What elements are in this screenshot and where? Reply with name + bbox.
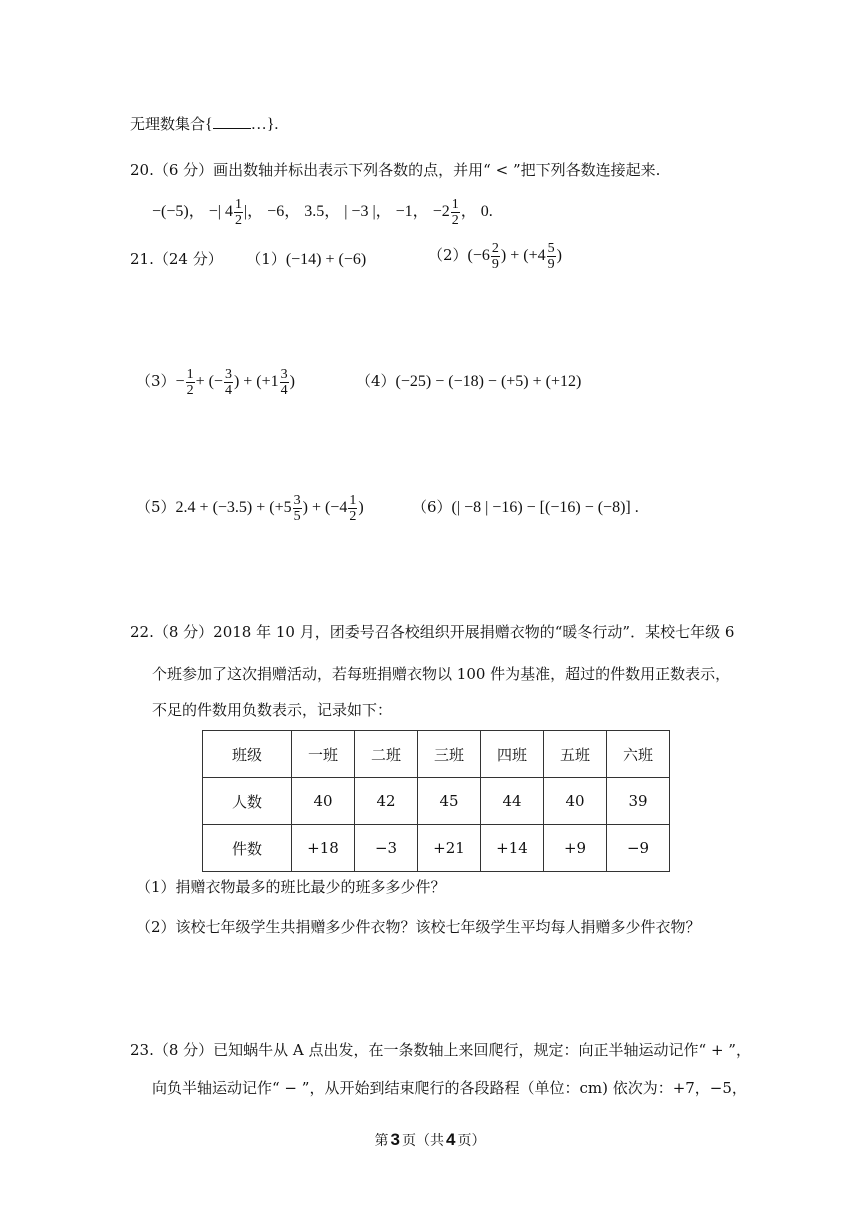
footer-text: 页（共 bbox=[402, 1133, 444, 1149]
q19-period: . bbox=[274, 116, 279, 133]
table-header-row bbox=[203, 731, 670, 778]
q21-part5 bbox=[136, 490, 364, 525]
table-cell: +18 bbox=[292, 825, 355, 872]
q21-part4 bbox=[356, 369, 581, 394]
table-header-cell: 四班 bbox=[481, 731, 544, 778]
q21-part6 bbox=[412, 495, 639, 520]
table-header-cell: 六班 bbox=[607, 731, 670, 778]
q19-brace-close: …} bbox=[250, 116, 275, 133]
q21-expression: ) + (−4 bbox=[302, 499, 348, 516]
q21-expression: 2.4 + (−3.5) + (+5 bbox=[175, 499, 292, 516]
q21-part2 bbox=[428, 238, 562, 273]
q21-part-label: （6） bbox=[412, 498, 452, 516]
table-cell: 40 bbox=[292, 778, 355, 825]
q20-number: −2 bbox=[432, 203, 450, 221]
footer-text: 页） bbox=[457, 1133, 486, 1149]
q21-part3 bbox=[136, 364, 295, 399]
table-header-cell: 班级 bbox=[203, 731, 292, 778]
q21-part-label: （3） bbox=[136, 372, 176, 390]
q21-part-label: （2） bbox=[428, 246, 468, 264]
q21-fraction: $\frac{5}{9}$ bbox=[547, 240, 555, 272]
table-header-cell: 三班 bbox=[418, 731, 481, 778]
q21-expression: ) bbox=[289, 373, 295, 390]
table-cell: −9 bbox=[607, 825, 670, 872]
q20-number: |， bbox=[243, 203, 264, 221]
q20-fraction: $\frac{1}{2}$ bbox=[234, 197, 242, 228]
q21-expression: (−6 bbox=[467, 247, 490, 264]
table-cell: 40 bbox=[544, 778, 607, 825]
q22-sub-1: （1）捐赠衣物最多的班比最少的班多多少件？ bbox=[136, 878, 446, 896]
table-cell: 44 bbox=[481, 778, 544, 825]
q21-expression: + (− bbox=[195, 373, 223, 390]
donation-table bbox=[202, 730, 670, 872]
q19-label: 无理数集合 bbox=[130, 115, 206, 133]
q21-header-line bbox=[130, 244, 366, 275]
q23-line-2: 向负半轴运动记作“ − ”，从开始到结束爬行的各段路程（单位：cm) 依次为：+7，−5， bbox=[152, 1079, 747, 1097]
q20-number: | −3 |， bbox=[344, 203, 392, 221]
q20-number: −6， bbox=[267, 203, 301, 221]
page-total: 4 bbox=[446, 1130, 456, 1149]
q22-sub-2: （2）该校七年级学生共捐赠多少件衣物？该校七年级学生平均每人捐赠多少件衣物？ bbox=[136, 918, 701, 936]
table-row bbox=[203, 825, 670, 872]
table-cell: +14 bbox=[481, 825, 544, 872]
q21-fraction: $\frac{2}{9}$ bbox=[491, 240, 499, 272]
table-header-cell: 一班 bbox=[292, 731, 355, 778]
q21-fraction: $\frac{3}{4}$ bbox=[224, 366, 232, 398]
page-footer bbox=[0, 1130, 860, 1150]
table-cell: 42 bbox=[355, 778, 418, 825]
q21-expression: ) + (+4 bbox=[500, 247, 546, 264]
q21-expression: ) bbox=[358, 499, 364, 516]
q20-numbers bbox=[152, 197, 493, 228]
footer-text: 第 bbox=[374, 1133, 389, 1149]
q20-number: −| 4 bbox=[208, 203, 233, 221]
q20-number: −1， bbox=[395, 203, 429, 221]
q21-fraction: $\frac{3}{5}$ bbox=[293, 492, 301, 524]
q21-part-label: （5） bbox=[136, 498, 176, 516]
table-row bbox=[203, 778, 670, 825]
q19-brace-open: { bbox=[205, 116, 213, 133]
q21-expression: (−14) + (−6) bbox=[285, 251, 367, 268]
q19-answer-blank bbox=[213, 114, 251, 129]
table-cell: +9 bbox=[544, 825, 607, 872]
table-cell: −3 bbox=[355, 825, 418, 872]
q21-expression: ) bbox=[556, 247, 562, 264]
q22-line-2: 个班参加了这次捐赠活动，若每班捐赠衣物以 100 件为基准，超过的件数用正数表示， bbox=[152, 665, 731, 683]
q19-line bbox=[130, 114, 278, 135]
q21-expression: ) + (+1 bbox=[233, 373, 279, 390]
q21-fraction: $\frac{1}{2}$ bbox=[349, 492, 357, 524]
table-cell: +21 bbox=[418, 825, 481, 872]
q20-number: −(−5)， bbox=[152, 203, 205, 221]
q21-expression: − bbox=[175, 373, 185, 390]
page-number: 3 bbox=[390, 1130, 400, 1149]
q21-part-label: （4） bbox=[356, 372, 396, 390]
q21-expression: (| −8 | −16) − [(−16) − (−8)] . bbox=[451, 499, 639, 516]
q20-number: 3.5， bbox=[304, 203, 341, 221]
table-header-cell: 五班 bbox=[544, 731, 607, 778]
q20-header: 20.（6 分）画出数轴并标出表示下列各数的点，并用“ < ”把下列各数连接起来. bbox=[130, 161, 661, 179]
table-header-cell: 二班 bbox=[355, 731, 418, 778]
table-cell: 人数 bbox=[203, 778, 292, 825]
q20-number: ， bbox=[460, 203, 477, 221]
q20-fraction: $\frac{1}{2}$ bbox=[451, 197, 459, 228]
table-cell: 39 bbox=[607, 778, 670, 825]
table-cell: 45 bbox=[418, 778, 481, 825]
q21-header: 21.（24 分） bbox=[130, 250, 223, 268]
table-cell: 件数 bbox=[203, 825, 292, 872]
q22-line-1: 22.（8 分）2018 年 10 月，团委号召各校组织开展捐赠衣物的“暖冬行动”．某校七年级 6 bbox=[130, 623, 735, 641]
q21-part-label: （1） bbox=[246, 250, 286, 268]
q21-expression: (−25) − (−18) − (+5) + (+12) bbox=[395, 373, 582, 390]
q21-fraction: $\frac{3}{4}$ bbox=[280, 366, 288, 398]
q21-fraction: $\frac{1}{2}$ bbox=[186, 366, 194, 398]
q20-number: 0. bbox=[480, 203, 493, 221]
q23-line-1: 23.（8 分）已知蜗牛从 A 点出发，在一条数轴上来回爬行，规定：向正半轴运动记作“ + ”， bbox=[130, 1041, 751, 1059]
q22-line-3: 不足的件数用负数表示，记录如下： bbox=[152, 701, 393, 719]
